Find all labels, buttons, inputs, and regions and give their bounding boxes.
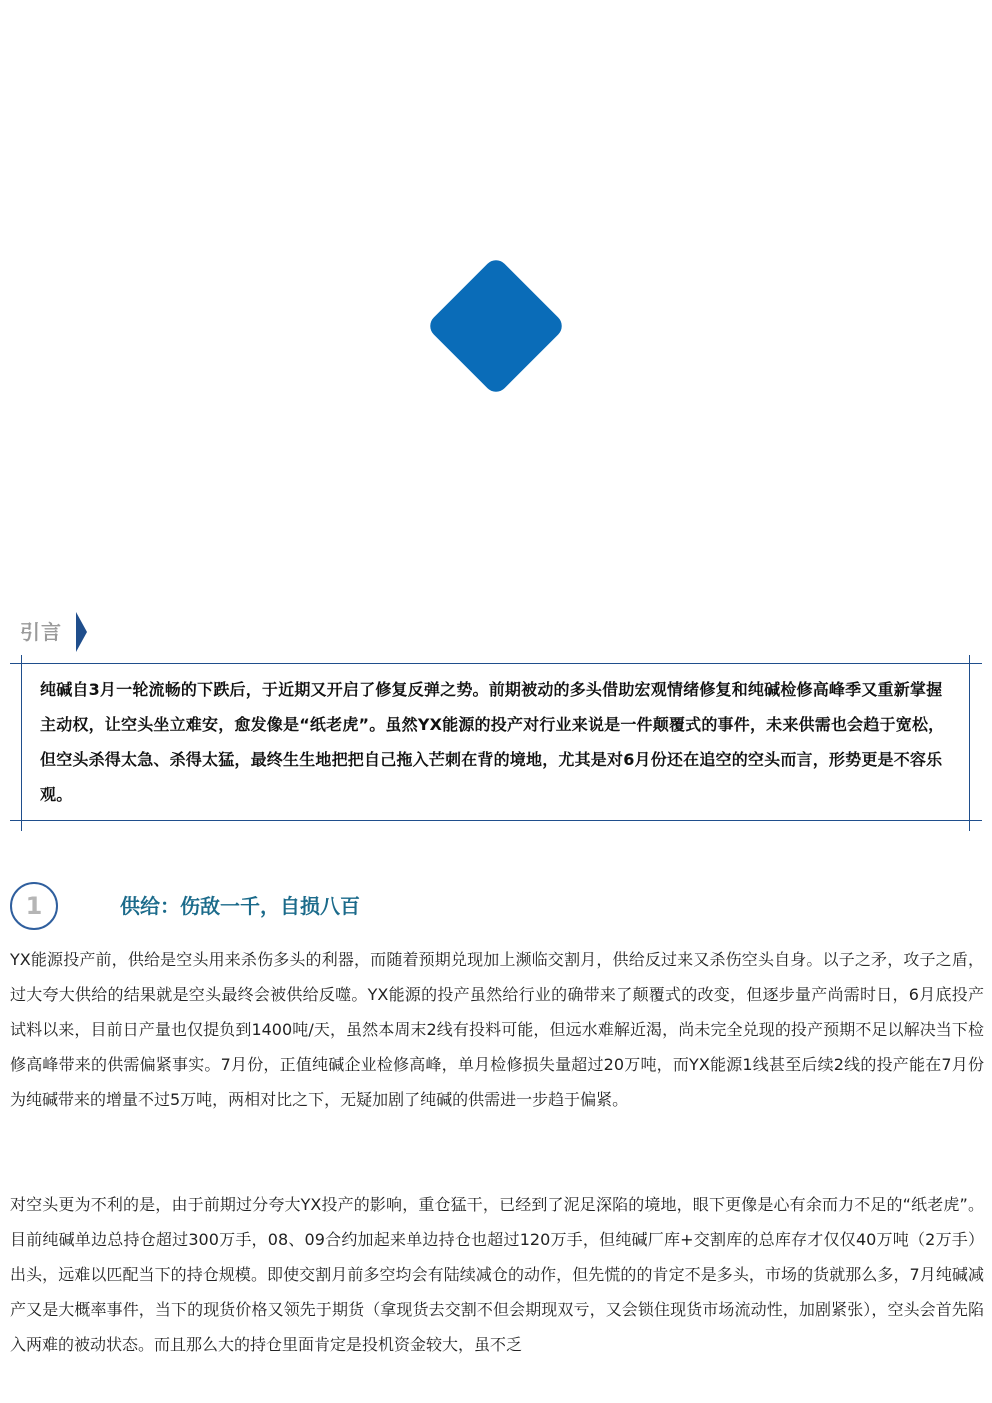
body-paragraph: 对空头更为不利的是，由于前期过分夸大YX投产的影响，重仓猛干，已经到了泥足深陷的境地，眼下更像是心有余而力不足的“纸老虎”。目前纯碱单边总持仓超过300万手，08、09合约加起来单边持仓也超过120万手，但纯碱厂库+交割库的总库存才仅仅40万吨（2万手）出头，远难以匹配当下的持仓规模。即使交割月前多空均会有陆续减仓的动作，但先慌的的肯定不是多头，市场的货就那么多，7月纯碱减产又是大概率事件，当下的现货价格又领先于期货（拿现货去交割不但会期现双亏，又会锁住现货市场流动性，加剧紧张），空头会首先陷入两难的被动状态。而且那么大的持仓里面肯定是投机资金较大，虽不乏	[10, 1195, 984, 1354]
intro-box-right-border	[969, 655, 970, 831]
intro-text: 纯碱自3月一轮流畅的下跌后，于近期又开启了修复反弹之势。前期被动的多头借助宏观情绪修复和纯碱检修高峰季又重新掌握主动权，让空头坐立难安，愈发像是“纸老虎”。虽然YX能源的投产对行业来说是一件颠覆式的事件，未来供需也会趋于宽松，但空头杀得太急、杀得太猛，最终生生地把把自己拖入芒刺在背的境地，尤其是对6月份还在追空的空头而言，形势更是不容乐观。	[40, 680, 945, 804]
intro-box-left-border	[21, 655, 22, 831]
intro-box-bottom-border	[10, 820, 982, 821]
section-number-badge: 1	[10, 882, 58, 930]
section-title: 供给：伤敌一千，自损八百	[120, 894, 360, 918]
intro-arrow-icon	[76, 612, 87, 652]
body-paragraph: YX能源投产前，供给是空头用来杀伤多头的利器，而随着预期兑现加上濒临交割月，供给反过来又杀伤空头自身。以子之矛，攻子之盾，过大夸大供给的结果就是空头最终会被供给反噬。YX能源的投产虽然给行业的确带来了颠覆式的改变，但逐步量产尚需时日，6月底投产试料以来，目前日产量也仅提负到1400吨/天，虽然本周末2线有投料可能，但远水难解近渴，尚未完全兑现的投产预期不足以解决当下检修高峰带来的供需偏紧事实。7月份，正值纯碱企业检修高峰，单月检修损失量超过20万吨，而YX能源1线甚至后续2线的投产能在7月份为纯碱带来的增量不过5万吨，两相对比之下，无疑加剧了纯碱的供需进一步趋于偏紧。	[10, 950, 984, 1109]
intro-label: 引言	[20, 620, 62, 644]
intro-box-top-border	[10, 663, 982, 664]
cover-diamond-logo	[425, 255, 566, 396]
